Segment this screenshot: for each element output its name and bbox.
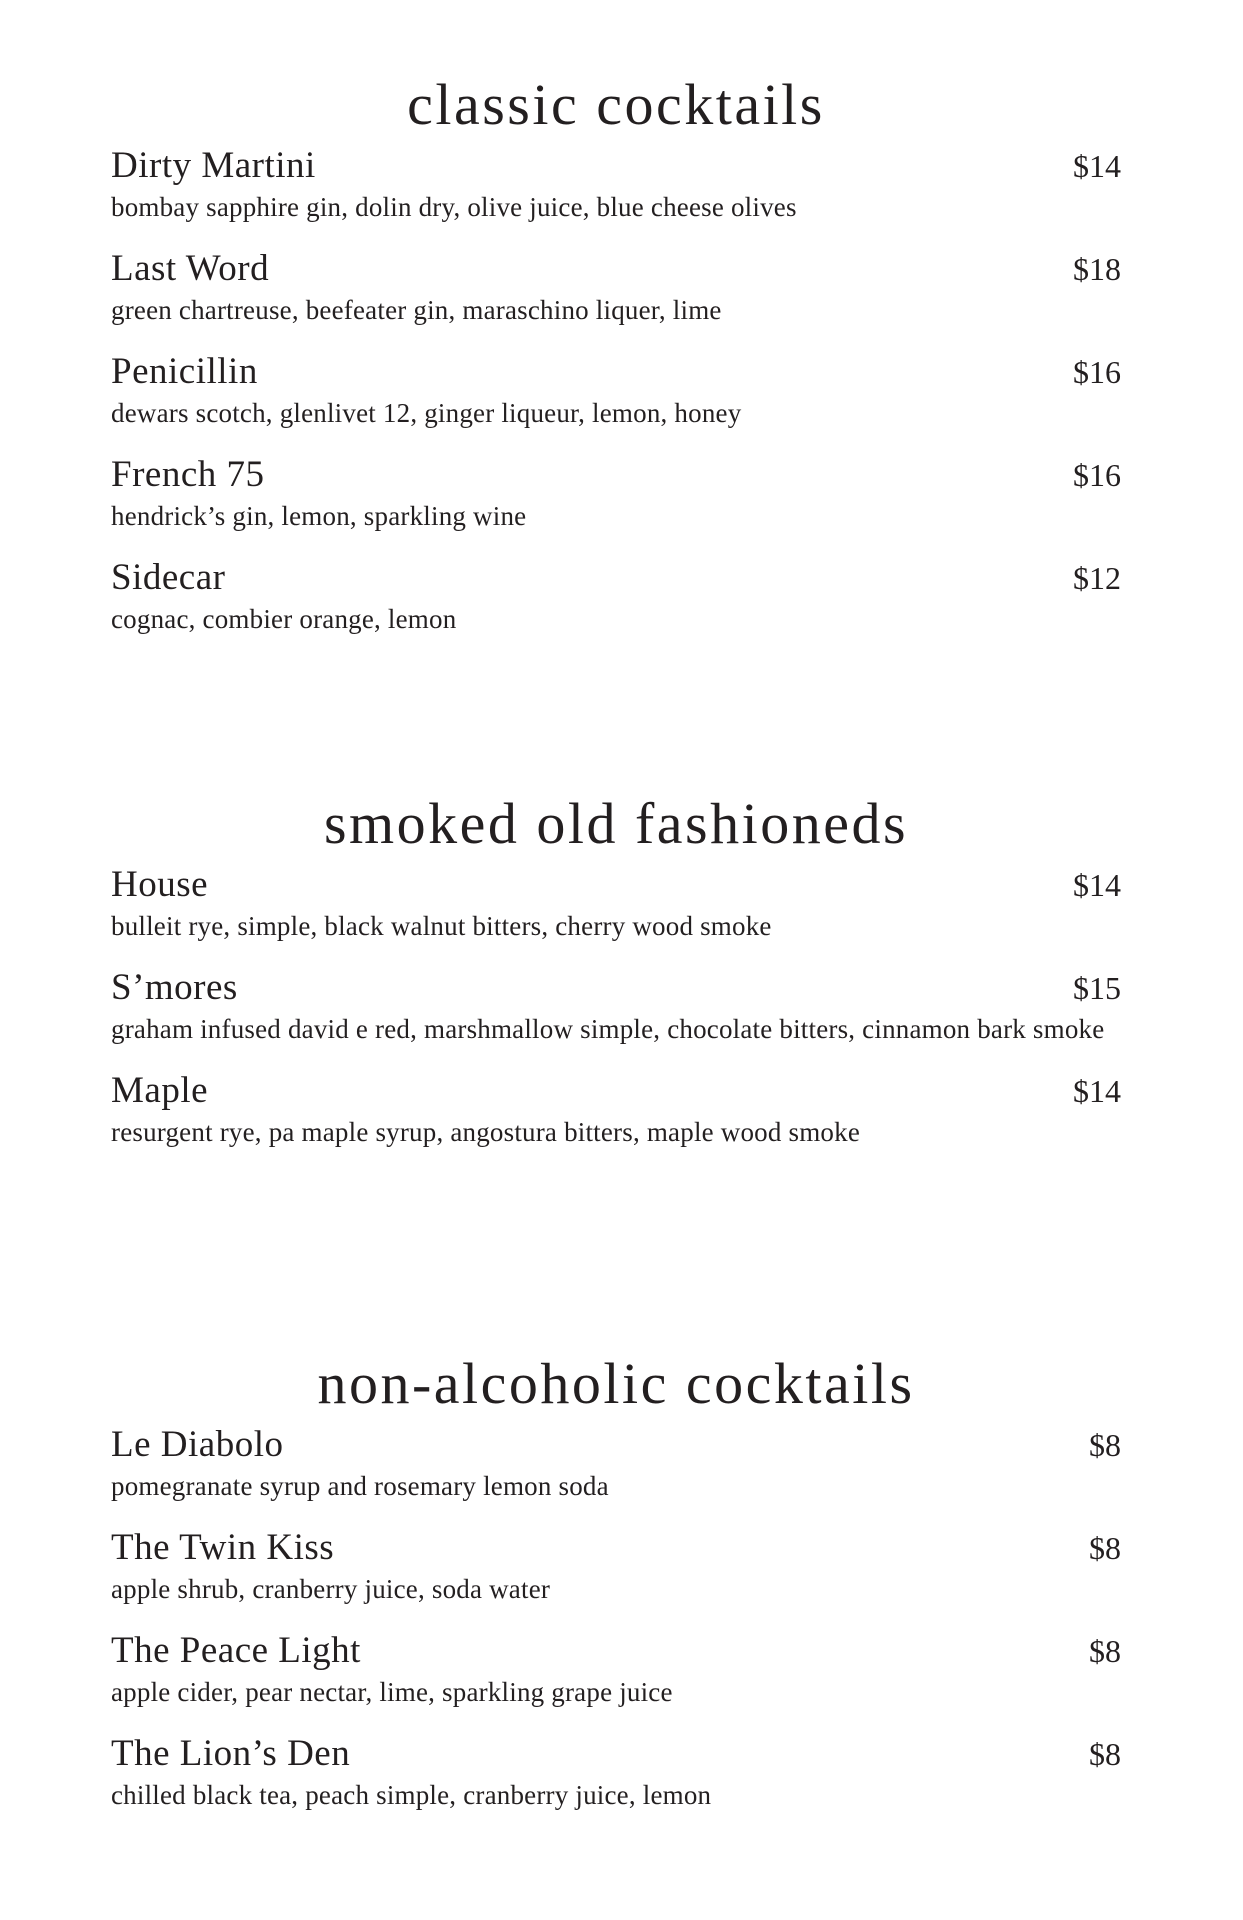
- item-price: $14: [1073, 148, 1121, 184]
- item-price: $18: [1073, 251, 1121, 287]
- item-name: The Peace Light: [111, 1630, 361, 1671]
- item-price: $14: [1073, 1073, 1121, 1109]
- menu-item: [111, 351, 1121, 434]
- section-non-alcoholic-cocktails: [111, 1352, 1121, 1836]
- menu-item: [111, 967, 1121, 1050]
- item-name: French 75: [111, 454, 265, 495]
- item-name: Penicillin: [111, 351, 258, 392]
- item-price: $15: [1073, 970, 1121, 1006]
- item-name: House: [111, 864, 209, 905]
- item-description: bombay sapphire gin, dolin dry, olive juice, blue cheese olives: [111, 192, 797, 222]
- menu-item: [111, 145, 1121, 228]
- item-name: Sidecar: [111, 557, 226, 598]
- section-title: classic cocktails: [407, 72, 825, 137]
- section-title: smoked old fashioneds: [323, 791, 909, 856]
- item-price: $12: [1073, 560, 1121, 596]
- item-name: S’mores: [111, 967, 238, 1008]
- item-price: $16: [1073, 457, 1121, 493]
- menu-item: [111, 557, 1121, 640]
- item-name: Maple: [111, 1070, 209, 1111]
- menu-item: [111, 864, 1121, 947]
- item-description: hendrick’s gin, lemon, sparkling wine: [111, 501, 527, 531]
- item-description: resurgent rye, pa maple syrup, angostura bitters, maple wood smoke: [111, 1117, 861, 1147]
- item-description: apple shrub, cranberry juice, soda water: [111, 1574, 551, 1604]
- item-name: Le Diabolo: [111, 1424, 284, 1465]
- item-name: Last Word: [111, 248, 270, 289]
- item-price: $16: [1073, 354, 1121, 390]
- item-description: chilled black tea, peach simple, cranberry juice, lemon: [111, 1780, 712, 1810]
- item-price: $8: [1089, 1427, 1121, 1463]
- item-name: The Lion’s Den: [111, 1733, 351, 1774]
- menu-item: [111, 1070, 1121, 1153]
- item-description: green chartreuse, beefeater gin, maraschino liquer, lime: [111, 295, 722, 325]
- item-description: dewars scotch, glenlivet 12, ginger liqueur, lemon, honey: [111, 398, 742, 428]
- item-price: $14: [1073, 867, 1121, 903]
- section-smoked-old-fashioneds: [111, 792, 1121, 1173]
- item-description: cognac, combier orange, lemon: [111, 604, 457, 634]
- item-description: apple cider, pear nectar, lime, sparkling grape juice: [111, 1677, 673, 1707]
- item-description: pomegranate syrup and rosemary lemon soda: [111, 1471, 609, 1501]
- item-description: graham infused david e red, marshmallow simple, chocolate bitters, cinnamon bark smoke: [111, 1014, 1105, 1044]
- menu-item: [111, 1527, 1121, 1610]
- menu-item: [111, 454, 1121, 537]
- item-name: Dirty Martini: [111, 145, 316, 186]
- item-name: The Twin Kiss: [111, 1527, 335, 1568]
- menu-item: [111, 248, 1121, 331]
- menu-item: [111, 1630, 1121, 1713]
- section-classic-cocktails: [111, 73, 1121, 660]
- item-price: $8: [1089, 1530, 1121, 1566]
- item-price: $8: [1089, 1736, 1121, 1772]
- menu-item: [111, 1733, 1121, 1816]
- item-description: bulleit rye, simple, black walnut bitters, cherry wood smoke: [111, 911, 772, 941]
- menu-item: [111, 1424, 1121, 1507]
- section-title: non-alcoholic cocktails: [317, 1351, 915, 1416]
- item-price: $8: [1089, 1633, 1121, 1669]
